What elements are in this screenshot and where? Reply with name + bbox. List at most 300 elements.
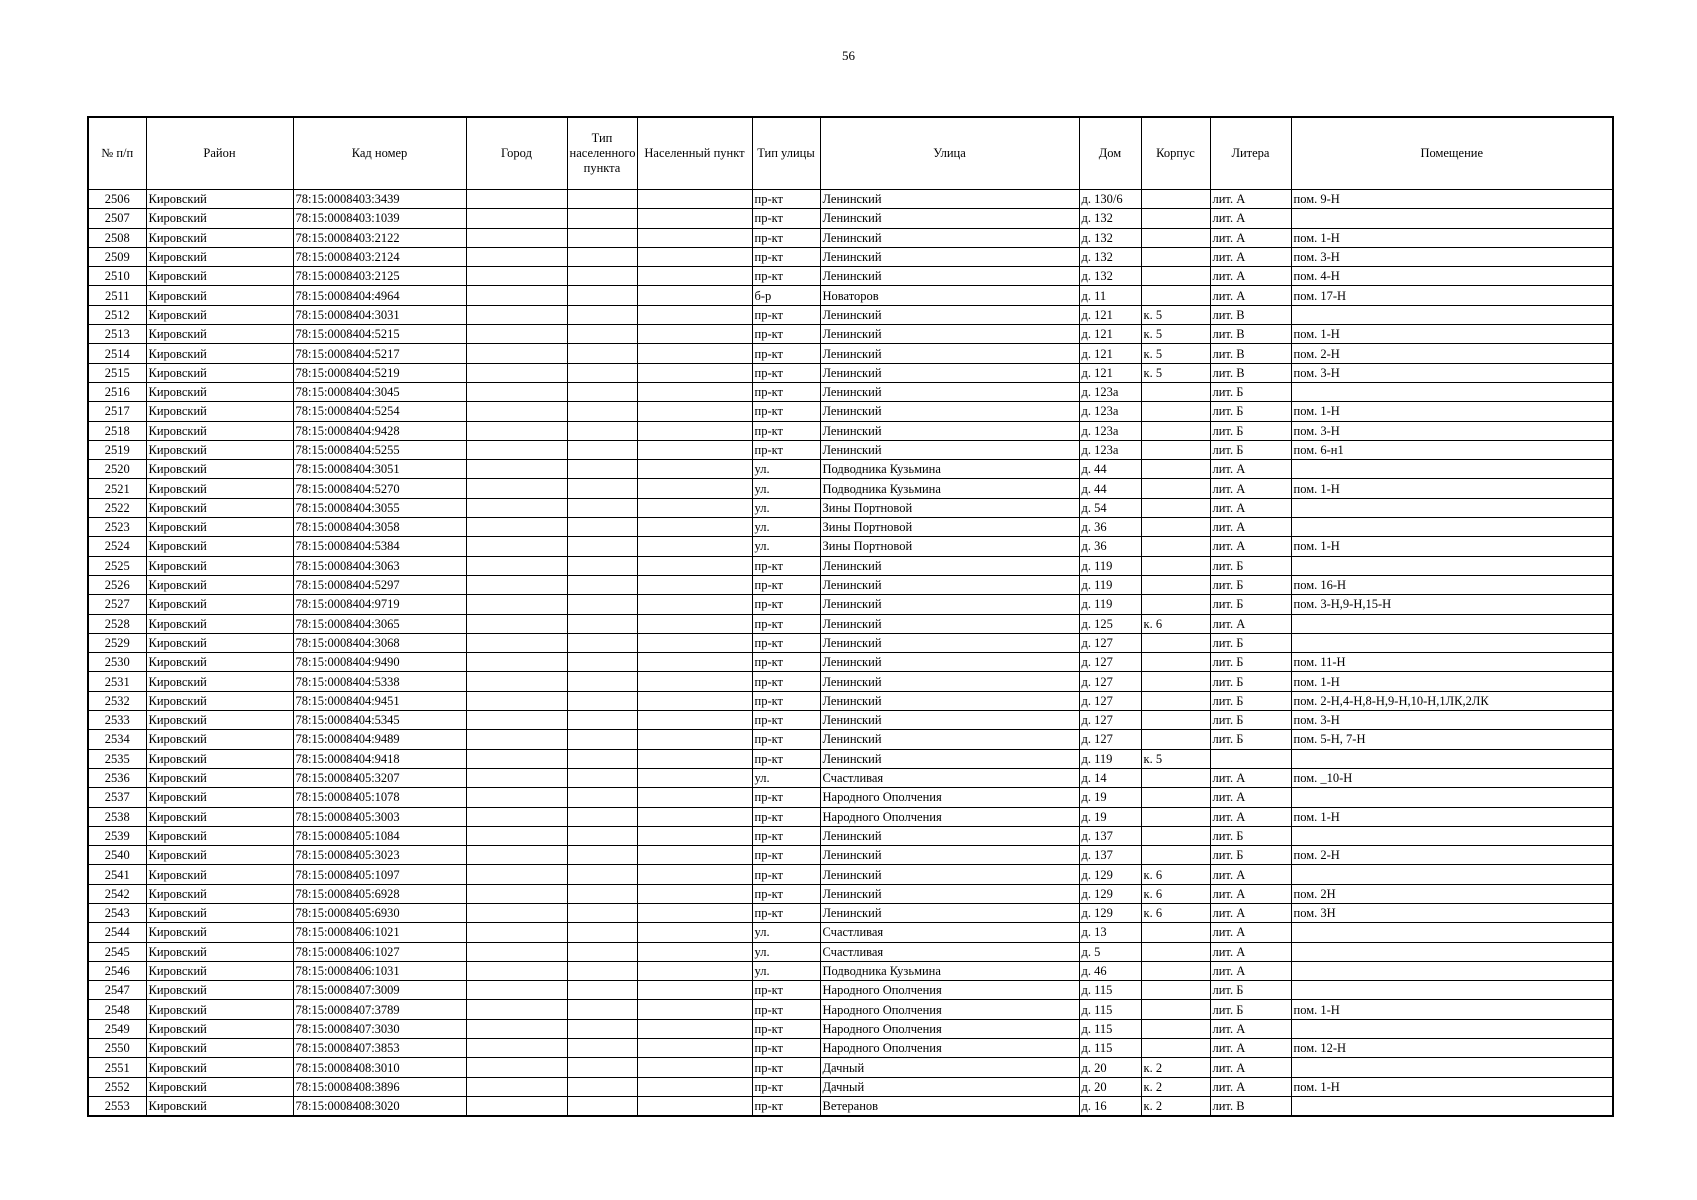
- table-row: [88, 1077, 1613, 1096]
- table-row: [88, 575, 1613, 594]
- cell-letter: лит. А: [1210, 1019, 1291, 1038]
- cell-settlement: [637, 575, 752, 594]
- table-row: [88, 846, 1613, 865]
- cell-settlement-type: [567, 865, 637, 884]
- cell-settlement: [637, 460, 752, 479]
- cell-building: к. 2: [1141, 1096, 1210, 1116]
- cell-number: 2552: [88, 1077, 146, 1096]
- cell-street: Ленинский: [820, 190, 1079, 209]
- cell-building: к. 2: [1141, 1058, 1210, 1077]
- cell-letter: лит. А: [1210, 884, 1291, 903]
- cell-building: [1141, 768, 1210, 787]
- cell-building: к. 5: [1141, 305, 1210, 324]
- cell-district: Кировский: [146, 190, 293, 209]
- cell-district: Кировский: [146, 981, 293, 1000]
- cell-letter: лит. А: [1210, 903, 1291, 922]
- registry-table: [87, 116, 1614, 1117]
- cell-house: д. 115: [1079, 1000, 1141, 1019]
- cell-cadastral-number: 78:15:0008404:5215: [293, 325, 466, 344]
- cell-letter: лит. А: [1210, 942, 1291, 961]
- cell-building: [1141, 826, 1210, 845]
- cell-premises: [1291, 209, 1613, 228]
- cell-cadastral-number: 78:15:0008407:3789: [293, 1000, 466, 1019]
- cell-number: 2518: [88, 421, 146, 440]
- cell-house: д. 121: [1079, 363, 1141, 382]
- cell-street-type: пр-кт: [752, 1019, 820, 1038]
- cell-building: [1141, 228, 1210, 247]
- cell-city: [466, 768, 567, 787]
- cell-cadastral-number: 78:15:0008404:3063: [293, 556, 466, 575]
- table-row: [88, 595, 1613, 614]
- cell-district: Кировский: [146, 460, 293, 479]
- cell-district: Кировский: [146, 691, 293, 710]
- table-row: [88, 749, 1613, 768]
- table-row: [88, 479, 1613, 498]
- cell-premises: пом. 3-Н: [1291, 421, 1613, 440]
- cell-street-type: пр-кт: [752, 267, 820, 286]
- cell-premises: пом. 1-Н: [1291, 325, 1613, 344]
- cell-building: к. 5: [1141, 749, 1210, 768]
- header-city: Город: [466, 117, 567, 190]
- cell-house: д. 119: [1079, 575, 1141, 594]
- cell-building: [1141, 537, 1210, 556]
- cell-building: [1141, 788, 1210, 807]
- cell-district: Кировский: [146, 865, 293, 884]
- table-row: [88, 190, 1613, 209]
- cell-street: Ленинский: [820, 653, 1079, 672]
- cell-cadastral-number: 78:15:0008403:2122: [293, 228, 466, 247]
- cell-letter: лит. А: [1210, 1077, 1291, 1096]
- cell-city: [466, 903, 567, 922]
- cell-house: д. 54: [1079, 498, 1141, 517]
- cell-street: Ленинский: [820, 556, 1079, 575]
- cell-settlement-type: [567, 518, 637, 537]
- cell-building: [1141, 923, 1210, 942]
- cell-settlement-type: [567, 209, 637, 228]
- cell-cadastral-number: 78:15:0008405:1078: [293, 788, 466, 807]
- cell-city: [466, 518, 567, 537]
- cell-number: 2529: [88, 633, 146, 652]
- cell-premises: пом. 3-Н: [1291, 711, 1613, 730]
- cell-house: д. 129: [1079, 884, 1141, 903]
- table-row: [88, 228, 1613, 247]
- cell-street: Ленинский: [820, 209, 1079, 228]
- cell-premises: [1291, 614, 1613, 633]
- cell-settlement: [637, 846, 752, 865]
- cell-settlement-type: [567, 884, 637, 903]
- cell-letter: лит. Б: [1210, 556, 1291, 575]
- cell-letter: лит. Б: [1210, 826, 1291, 845]
- cell-settlement-type: [567, 479, 637, 498]
- cell-city: [466, 1000, 567, 1019]
- cell-settlement-type: [567, 595, 637, 614]
- cell-settlement: [637, 1077, 752, 1096]
- cell-cadastral-number: 78:15:0008404:3045: [293, 382, 466, 401]
- cell-settlement-type: [567, 923, 637, 942]
- cell-letter: лит. А: [1210, 923, 1291, 942]
- table-row: [88, 421, 1613, 440]
- cell-building: [1141, 460, 1210, 479]
- cell-letter: лит. Б: [1210, 402, 1291, 421]
- cell-building: [1141, 402, 1210, 421]
- cell-number: 2544: [88, 923, 146, 942]
- cell-street: Ленинский: [820, 247, 1079, 266]
- table-row: [88, 1058, 1613, 1077]
- cell-house: д. 5: [1079, 942, 1141, 961]
- cell-settlement: [637, 711, 752, 730]
- cell-number: 2507: [88, 209, 146, 228]
- cell-city: [466, 382, 567, 401]
- cell-premises: [1291, 382, 1613, 401]
- cell-premises: [1291, 981, 1613, 1000]
- cell-cadastral-number: 78:15:0008404:9428: [293, 421, 466, 440]
- cell-building: к. 6: [1141, 614, 1210, 633]
- cell-settlement-type: [567, 653, 637, 672]
- cell-city: [466, 846, 567, 865]
- cell-street-type: пр-кт: [752, 807, 820, 826]
- table-row: [88, 556, 1613, 575]
- cell-settlement-type: [567, 228, 637, 247]
- table-header-row: [88, 117, 1613, 190]
- cell-settlement: [637, 537, 752, 556]
- cell-house: д. 119: [1079, 595, 1141, 614]
- cell-street-type: пр-кт: [752, 788, 820, 807]
- cell-settlement: [637, 749, 752, 768]
- cell-cadastral-number: 78:15:0008408:3896: [293, 1077, 466, 1096]
- cell-city: [466, 1039, 567, 1058]
- cell-premises: пом. 16-Н: [1291, 575, 1613, 594]
- cell-city: [466, 942, 567, 961]
- cell-street: Ленинский: [820, 672, 1079, 691]
- cell-number: 2550: [88, 1039, 146, 1058]
- cell-settlement: [637, 672, 752, 691]
- cell-street-type: пр-кт: [752, 846, 820, 865]
- cell-number: 2513: [88, 325, 146, 344]
- cell-letter: лит. Б: [1210, 595, 1291, 614]
- cell-settlement-type: [567, 691, 637, 710]
- cell-street-type: пр-кт: [752, 1077, 820, 1096]
- cell-letter: лит. А: [1210, 961, 1291, 980]
- cell-settlement-type: [567, 846, 637, 865]
- cell-premises: пом. 2-Н: [1291, 344, 1613, 363]
- cell-cadastral-number: 78:15:0008403:2124: [293, 247, 466, 266]
- cell-settlement: [637, 479, 752, 498]
- cell-number: 2521: [88, 479, 146, 498]
- cell-number: 2522: [88, 498, 146, 517]
- table-row: [88, 363, 1613, 382]
- cell-house: д. 127: [1079, 691, 1141, 710]
- cell-street: Подводника Кузьмина: [820, 460, 1079, 479]
- cell-district: Кировский: [146, 1019, 293, 1038]
- cell-district: Кировский: [146, 537, 293, 556]
- cell-city: [466, 325, 567, 344]
- cell-street: Ленинский: [820, 730, 1079, 749]
- cell-building: [1141, 653, 1210, 672]
- cell-street-type: пр-кт: [752, 556, 820, 575]
- table-row: [88, 286, 1613, 305]
- cell-premises: пом. 2-Н,4-Н,8-Н,9-Н,10-Н,1ЛК,2ЛК: [1291, 691, 1613, 710]
- cell-street-type: пр-кт: [752, 672, 820, 691]
- cell-street-type: б-р: [752, 286, 820, 305]
- page-number: 56: [842, 48, 855, 63]
- cell-premises: пом. 12-Н: [1291, 1039, 1613, 1058]
- cell-premises: [1291, 460, 1613, 479]
- cell-district: Кировский: [146, 1000, 293, 1019]
- cell-letter: лит. А: [1210, 518, 1291, 537]
- cell-street: Ленинский: [820, 749, 1079, 768]
- table-row: [88, 942, 1613, 961]
- cell-cadastral-number: 78:15:0008404:3058: [293, 518, 466, 537]
- cell-number: 2517: [88, 402, 146, 421]
- cell-street: Счастливая: [820, 923, 1079, 942]
- cell-cadastral-number: 78:15:0008408:3010: [293, 1058, 466, 1077]
- cell-building: [1141, 247, 1210, 266]
- cell-district: Кировский: [146, 595, 293, 614]
- cell-building: [1141, 382, 1210, 401]
- cell-building: [1141, 209, 1210, 228]
- cell-district: Кировский: [146, 923, 293, 942]
- cell-city: [466, 190, 567, 209]
- cell-settlement: [637, 286, 752, 305]
- cell-settlement: [637, 981, 752, 1000]
- cell-settlement-type: [567, 402, 637, 421]
- cell-building: [1141, 691, 1210, 710]
- cell-city: [466, 363, 567, 382]
- cell-premises: пом. 9-Н: [1291, 190, 1613, 209]
- table-row: [88, 440, 1613, 459]
- cell-premises: пом. 1-Н: [1291, 1077, 1613, 1096]
- header-settlement: Населенный пункт: [637, 117, 752, 190]
- cell-house: д. 115: [1079, 981, 1141, 1000]
- cell-number: 2512: [88, 305, 146, 324]
- cell-number: 2540: [88, 846, 146, 865]
- cell-premises: [1291, 1096, 1613, 1116]
- cell-settlement: [637, 382, 752, 401]
- cell-settlement: [637, 768, 752, 787]
- table-row: [88, 344, 1613, 363]
- cell-street: Народного Ополчения: [820, 1000, 1079, 1019]
- table-row: [88, 209, 1613, 228]
- cell-street-type: пр-кт: [752, 247, 820, 266]
- table-row: [88, 1000, 1613, 1019]
- cell-number: 2548: [88, 1000, 146, 1019]
- cell-premises: [1291, 788, 1613, 807]
- cell-house: д. 13: [1079, 923, 1141, 942]
- cell-street: Ветеранов: [820, 1096, 1079, 1116]
- cell-settlement: [637, 1058, 752, 1077]
- cell-street: Ленинский: [820, 846, 1079, 865]
- table-row: [88, 498, 1613, 517]
- cell-city: [466, 1096, 567, 1116]
- cell-number: 2533: [88, 711, 146, 730]
- cell-street: Зины Портновой: [820, 498, 1079, 517]
- cell-settlement-type: [567, 267, 637, 286]
- cell-letter: лит. А: [1210, 209, 1291, 228]
- cell-house: д. 125: [1079, 614, 1141, 633]
- table-row: [88, 768, 1613, 787]
- cell-street-type: пр-кт: [752, 382, 820, 401]
- cell-cadastral-number: 78:15:0008403:2125: [293, 267, 466, 286]
- header-premises: Помещение: [1291, 117, 1613, 190]
- cell-street-type: пр-кт: [752, 363, 820, 382]
- cell-settlement: [637, 402, 752, 421]
- cell-street: Дачный: [820, 1077, 1079, 1096]
- cell-settlement: [637, 498, 752, 517]
- cell-street: Ленинский: [820, 305, 1079, 324]
- cell-settlement: [637, 923, 752, 942]
- cell-letter: лит. Б: [1210, 846, 1291, 865]
- cell-district: Кировский: [146, 498, 293, 517]
- cell-city: [466, 421, 567, 440]
- table-row: [88, 711, 1613, 730]
- table-row: [88, 884, 1613, 903]
- cell-number: 2539: [88, 826, 146, 845]
- cell-city: [466, 923, 567, 942]
- cell-settlement: [637, 556, 752, 575]
- cell-settlement-type: [567, 440, 637, 459]
- cell-cadastral-number: 78:15:0008404:3065: [293, 614, 466, 633]
- cell-house: д. 20: [1079, 1058, 1141, 1077]
- cell-street: Зины Портновой: [820, 518, 1079, 537]
- cell-letter: лит. А: [1210, 1039, 1291, 1058]
- cell-number: 2527: [88, 595, 146, 614]
- cell-number: 2510: [88, 267, 146, 286]
- cell-city: [466, 749, 567, 768]
- cell-settlement-type: [567, 1039, 637, 1058]
- cell-house: д. 127: [1079, 653, 1141, 672]
- table-row: [88, 653, 1613, 672]
- cell-number: 2520: [88, 460, 146, 479]
- cell-street-type: пр-кт: [752, 402, 820, 421]
- cell-letter: лит. Б: [1210, 575, 1291, 594]
- cell-letter: лит. А: [1210, 788, 1291, 807]
- cell-house: д. 115: [1079, 1039, 1141, 1058]
- cell-district: Кировский: [146, 846, 293, 865]
- cell-district: Кировский: [146, 961, 293, 980]
- cell-house: д. 14: [1079, 768, 1141, 787]
- cell-settlement: [637, 247, 752, 266]
- cell-cadastral-number: 78:15:0008405:1084: [293, 826, 466, 845]
- cell-settlement: [637, 653, 752, 672]
- cell-premises: пом. 3-Н: [1291, 363, 1613, 382]
- cell-cadastral-number: 78:15:0008404:3051: [293, 460, 466, 479]
- table-row: [88, 267, 1613, 286]
- cell-settlement-type: [567, 421, 637, 440]
- cell-street-type: пр-кт: [752, 691, 820, 710]
- cell-house: д. 119: [1079, 749, 1141, 768]
- cell-city: [466, 981, 567, 1000]
- cell-settlement-type: [567, 305, 637, 324]
- table-row: [88, 1019, 1613, 1038]
- cell-number: 2519: [88, 440, 146, 459]
- cell-premises: пом. 4-Н: [1291, 267, 1613, 286]
- cell-cadastral-number: 78:15:0008407:3009: [293, 981, 466, 1000]
- cell-street-type: ул.: [752, 460, 820, 479]
- cell-letter: лит. В: [1210, 325, 1291, 344]
- cell-letter: лит. А: [1210, 228, 1291, 247]
- table-row: [88, 1039, 1613, 1058]
- table-row: [88, 826, 1613, 845]
- cell-street-type: ул.: [752, 923, 820, 942]
- cell-street-type: пр-кт: [752, 903, 820, 922]
- cell-letter: лит. Б: [1210, 730, 1291, 749]
- cell-house: д. 123а: [1079, 421, 1141, 440]
- header-street: Улица: [820, 117, 1079, 190]
- cell-district: Кировский: [146, 1077, 293, 1096]
- cell-district: Кировский: [146, 788, 293, 807]
- cell-letter: лит. Б: [1210, 691, 1291, 710]
- cell-settlement-type: [567, 961, 637, 980]
- cell-street: Счастливая: [820, 768, 1079, 787]
- cell-number: 2546: [88, 961, 146, 980]
- cell-premises: [1291, 961, 1613, 980]
- cell-district: Кировский: [146, 325, 293, 344]
- cell-cadastral-number: 78:15:0008408:3020: [293, 1096, 466, 1116]
- cell-premises: [1291, 1058, 1613, 1077]
- cell-city: [466, 672, 567, 691]
- cell-street-type: пр-кт: [752, 749, 820, 768]
- cell-district: Кировский: [146, 286, 293, 305]
- cell-district: Кировский: [146, 267, 293, 286]
- cell-settlement-type: [567, 1096, 637, 1116]
- cell-city: [466, 884, 567, 903]
- cell-cadastral-number: 78:15:0008404:5219: [293, 363, 466, 382]
- cell-street: Народного Ополчения: [820, 788, 1079, 807]
- cell-house: д. 44: [1079, 479, 1141, 498]
- cell-cadastral-number: 78:15:0008404:5345: [293, 711, 466, 730]
- cell-house: д. 119: [1079, 556, 1141, 575]
- cell-street: Ленинский: [820, 595, 1079, 614]
- cell-street: Ленинский: [820, 826, 1079, 845]
- cell-cadastral-number: 78:15:0008405:6928: [293, 884, 466, 903]
- cell-building: [1141, 981, 1210, 1000]
- cell-house: д. 132: [1079, 267, 1141, 286]
- cell-building: [1141, 479, 1210, 498]
- cell-settlement-type: [567, 190, 637, 209]
- cell-letter: лит. А: [1210, 267, 1291, 286]
- cell-city: [466, 807, 567, 826]
- cell-cadastral-number: 78:15:0008404:5384: [293, 537, 466, 556]
- cell-settlement: [637, 730, 752, 749]
- table-body: [88, 190, 1613, 1117]
- cell-letter: лит. Б: [1210, 1000, 1291, 1019]
- cell-settlement-type: [567, 344, 637, 363]
- cell-settlement-type: [567, 768, 637, 787]
- cell-number: 2511: [88, 286, 146, 305]
- cell-district: Кировский: [146, 672, 293, 691]
- table-row: [88, 691, 1613, 710]
- cell-premises: пом. 17-Н: [1291, 286, 1613, 305]
- cell-building: [1141, 730, 1210, 749]
- cell-house: д. 127: [1079, 672, 1141, 691]
- cell-house: д. 127: [1079, 633, 1141, 652]
- cell-city: [466, 691, 567, 710]
- cell-city: [466, 460, 567, 479]
- cell-settlement-type: [567, 498, 637, 517]
- cell-city: [466, 498, 567, 517]
- table-row: [88, 1096, 1613, 1116]
- cell-street-type: пр-кт: [752, 633, 820, 652]
- cell-street: Дачный: [820, 1058, 1079, 1077]
- cell-settlement: [637, 1039, 752, 1058]
- cell-premises: [1291, 942, 1613, 961]
- table-row: [88, 981, 1613, 1000]
- cell-city: [466, 1058, 567, 1077]
- cell-building: к. 6: [1141, 865, 1210, 884]
- cell-house: д. 19: [1079, 788, 1141, 807]
- cell-number: 2534: [88, 730, 146, 749]
- cell-settlement-type: [567, 614, 637, 633]
